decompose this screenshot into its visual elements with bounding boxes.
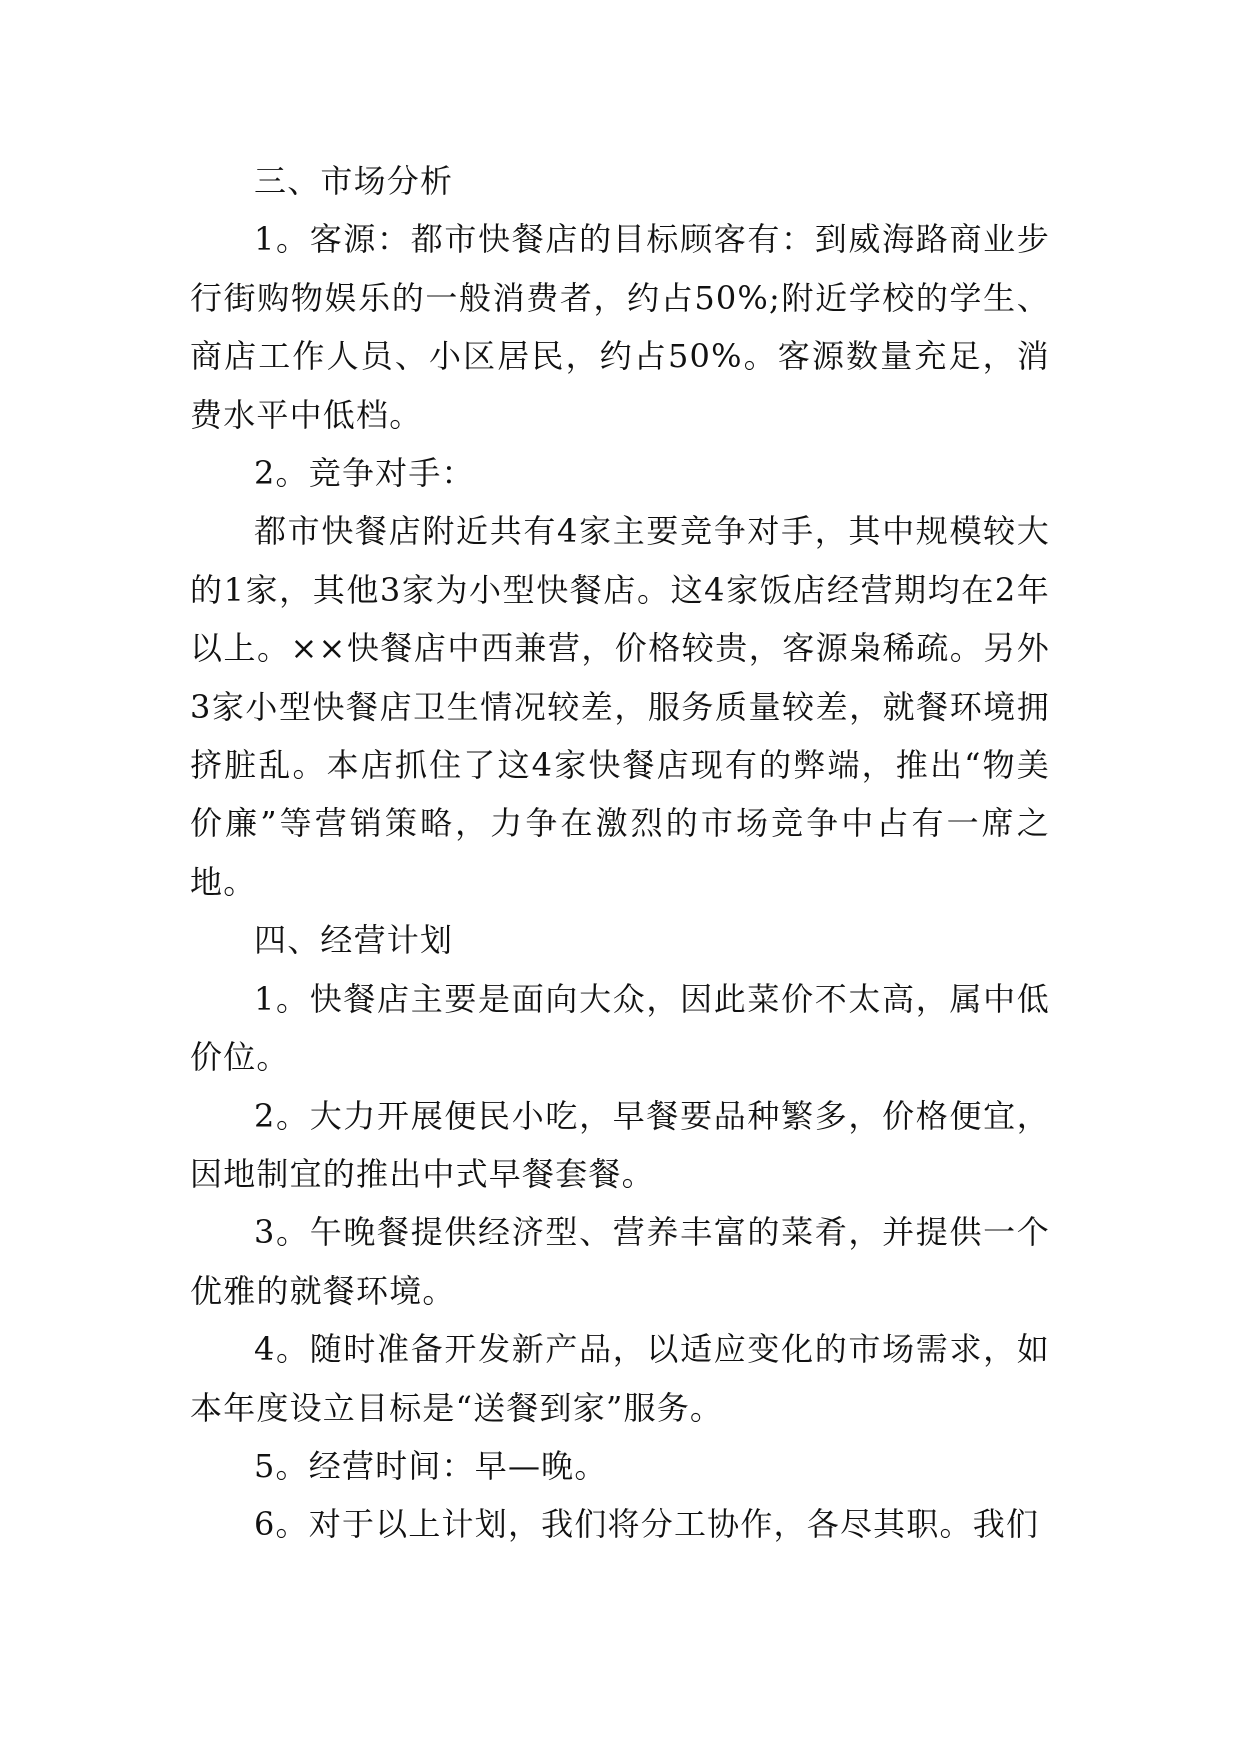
paragraph-plan-item-3: 3。午晚餐提供经济型、营养丰富的菜肴，并提供一个优雅的就餐环境。 <box>190 1213 1050 1310</box>
document-body <box>190 152 1050 1554</box>
paragraph-competitors-heading: 2。竞争对手： <box>254 454 475 493</box>
paragraph-plan-item-6: 6。对于以上计划，我们将分工协作，各尽其职。我们 <box>254 1505 1040 1544</box>
paragraph-plan-item-4: 4。随时准备开发新产品，以适应变化的市场需求，如本年度设立目标是“送餐到家”服务。 <box>190 1330 1050 1427</box>
section-heading-business-plan: 四、经营计划 <box>254 921 454 960</box>
paragraph-plan-item-1: 1。快餐店主要是面向大众，因此菜价不太高，属中低价位。 <box>190 979 1050 1077</box>
section-heading-market-analysis: 三、市场分析 <box>254 162 454 200</box>
paragraph-plan-item-2: 2。大力开展便民小吃，早餐要品种繁多，价格便宜，因地制宜的推出中式早餐套餐。 <box>190 1096 1050 1193</box>
paragraph-customer-source: 1。客源：都市快餐店的目标顾客有：到威海路商业步行街购物娱乐的一般消费者，约占50%;附近学校的学生、商店工作人员、小区居民，约占50%。客源数量充足，消费水平中低档。 <box>190 220 1050 434</box>
paragraph-plan-item-5: 5。经营时间：早—晚。 <box>254 1446 608 1485</box>
paragraph-competitors-detail: 都市快餐店附近共有4家主要竞争对手，其中规模较大的1家，其他3家为小型快餐店。这4家饭店经营期均在2年以上。××快餐店中西兼营，价格较贵，客源枭稀疏。另外3家小型快餐店卫生情况较差，服务质量较差，就餐环境拥挤脏乱。本店抓住了这4家快餐店现有的弊端，推出“物美价廉”等营销策略，力争在激烈的市场竞争中占有一席之地。 <box>190 512 1050 901</box>
